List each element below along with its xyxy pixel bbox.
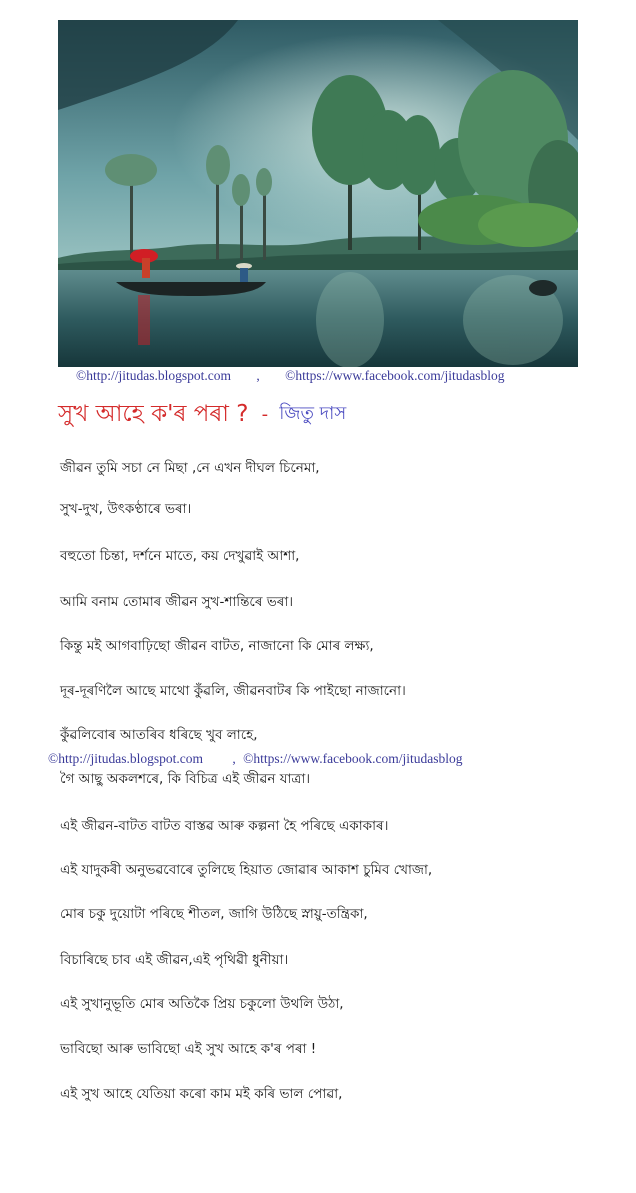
poem-line-9: এই জীৱন-বাটত বাটত বাস্তৱ আৰু কল্পনা হৈ পৰিছে একাকাৰ। bbox=[60, 818, 389, 834]
poem-title: সুখ আহে ক'ৰ পৰা ? bbox=[58, 401, 249, 427]
credit-line-mid bbox=[48, 751, 463, 767]
poem-line-8: গৈ আছু অকলশৰে, কি বিচিত্ৰ এই জীৱন যাত্ৰা। bbox=[60, 771, 311, 787]
title-separator: - bbox=[261, 404, 269, 425]
lake-boat-landscape-photo bbox=[58, 20, 578, 367]
poem-line-3: বহুতো চিন্তা, দৰ্শনে মাতে, কয় দেখুৱাই আশা, bbox=[60, 548, 300, 564]
poem-line-1: জীৱন তুমি সচা নে মিছা ,নে এখন দীঘল চিনেমা, bbox=[60, 460, 320, 476]
author-name: জিতু দাস bbox=[279, 403, 347, 424]
poem-line-6: দূৰ-দূৰণিলৈ আছে মাথো কুঁৱলি, জীৱনবাটৰ কি পাইছো নাজানো। bbox=[60, 683, 406, 699]
credit-separator: , bbox=[256, 368, 260, 383]
poem-line-10: এই যাদুকৰী অনুভৱবোৰে তুলিছে হিয়াত জোৱাৰ আকাশ চুমিব খোজা, bbox=[60, 862, 433, 878]
poem-line-5: কিন্তু মই আগবাঢ়িছো জীৱন বাটত, নাজানো কি মোৰ লক্ষ্য, bbox=[60, 638, 374, 654]
credit-line-top bbox=[76, 368, 505, 384]
poem-line-2: সুখ-দুখ, উৎকণ্ঠাৰে ভৰা। bbox=[60, 501, 192, 517]
title-row bbox=[58, 395, 346, 434]
poem-line-4: আমি বনাম তোমাৰ জীৱন সুখ-শান্তিৰে ভৰা। bbox=[60, 594, 294, 610]
facebook-credit: ©https://www.facebook.com/jitudasblog bbox=[243, 751, 463, 766]
hero-image bbox=[58, 20, 578, 367]
blog-credit: ©http://jitudas.blogspot.com bbox=[48, 751, 204, 766]
poem-line-13: এই সুখানুভূতি মোৰ অতিকৈ প্ৰিয় চকুলো উথলি উঠা, bbox=[60, 996, 344, 1012]
facebook-credit: ©https://www.facebook.com/jitudasblog bbox=[285, 368, 505, 383]
poem-line-7: কুঁৱলিবোৰ আতৰিব ধৰিছে খুব লাহে, bbox=[60, 727, 258, 743]
poem-line-12: বিচাৰিছে চাব এই জীৱন,এই পৃথিৱী ধুনীয়া। bbox=[60, 952, 289, 968]
credit-separator: , bbox=[232, 751, 236, 766]
poem-line-15: এই সুখ আহে যেতিয়া কৰো কাম মই কৰি ভাল পোৱা, bbox=[60, 1086, 343, 1102]
poem-line-14: ভাবিছো আৰু ভাবিছো এই সুখ আহে ক'ৰ পৰা ! bbox=[60, 1041, 317, 1057]
poem-line-11: মোৰ চকু দুয়োটা পৰিছে শীতল, জাগি উঠিছে স্নায়ু-তন্ত্ৰিকা, bbox=[60, 906, 368, 922]
blog-credit: ©http://jitudas.blogspot.com bbox=[76, 368, 232, 383]
